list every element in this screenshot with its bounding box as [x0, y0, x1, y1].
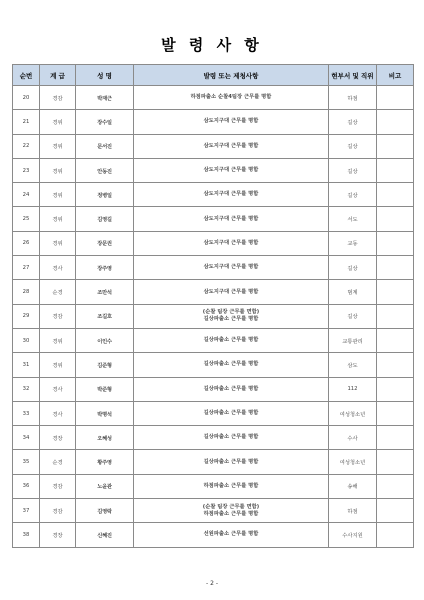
cell-name: 노윤관 — [76, 474, 134, 498]
cell-name: 문서진 — [76, 134, 134, 158]
cell-name: 안동진 — [76, 158, 134, 182]
cell-detail — [134, 86, 329, 110]
table-row — [13, 450, 414, 474]
cell-no: 35 — [13, 450, 40, 474]
cell-note — [377, 328, 414, 352]
cell-no: 28 — [13, 280, 40, 304]
detail-line: 하점파출소 순찰4팀장 근무를 명함 — [190, 94, 272, 101]
cell-detail — [134, 426, 329, 450]
detail-line: 길상파출소 근무를 명함 — [203, 337, 259, 344]
cell-no: 36 — [13, 474, 40, 498]
cell-rank: 경위 — [40, 134, 76, 158]
cell-name: 이인수 — [76, 328, 134, 352]
cell-no: 33 — [13, 401, 40, 425]
cell-name: 장수일 — [76, 110, 134, 134]
cell-note — [377, 183, 414, 207]
cell-dept: 여성청소년 — [329, 401, 377, 425]
cell-note — [377, 474, 414, 498]
cell-rank: 경위 — [40, 328, 76, 352]
cell-dept: 송해 — [329, 474, 377, 498]
table-row — [13, 523, 414, 547]
cell-rank: 경사 — [40, 377, 76, 401]
table-row — [13, 110, 414, 134]
cell-detail — [134, 134, 329, 158]
cell-name: 박재근 — [76, 86, 134, 110]
cell-note — [377, 280, 414, 304]
table-row — [13, 377, 414, 401]
cell-dept: 112 — [329, 377, 377, 401]
cell-name: 신혜진 — [76, 523, 134, 547]
cell-rank: 경장 — [40, 426, 76, 450]
cell-name: 조만석 — [76, 280, 134, 304]
cell-note — [377, 231, 414, 255]
cell-note — [377, 134, 414, 158]
cell-dept: 길상 — [329, 110, 377, 134]
detail-line: (순찰 팀장 근무를 면함) — [202, 503, 260, 510]
cell-detail — [134, 328, 329, 352]
table-row — [13, 328, 414, 352]
header-detail: 발령 또는 제청사항 — [134, 65, 329, 86]
cell-note — [377, 304, 414, 328]
page-number: - 2 - — [206, 580, 218, 587]
detail-line: 선원파출소 근무를 명함 — [203, 531, 259, 538]
cell-rank: 경감 — [40, 86, 76, 110]
cell-detail — [134, 304, 329, 328]
cell-note — [377, 256, 414, 280]
cell-no: 23 — [13, 158, 40, 182]
cell-note — [377, 207, 414, 231]
table-row — [13, 401, 414, 425]
cell-no: 31 — [13, 353, 40, 377]
cell-rank: 경감 — [40, 499, 76, 523]
cell-no: 37 — [13, 499, 40, 523]
header-name: 성 명 — [76, 65, 134, 86]
detail-line: 삼도지구대 근무를 명함 — [203, 142, 259, 149]
header-note: 비고 — [377, 65, 414, 86]
cell-rank: 경위 — [40, 353, 76, 377]
detail-line: 길상파출소 근무를 명함 — [203, 434, 259, 441]
cell-dept: 길상 — [329, 183, 377, 207]
cell-rank: 경위 — [40, 231, 76, 255]
cell-detail — [134, 231, 329, 255]
cell-detail — [134, 256, 329, 280]
detail-line: 길상파출소 근무를 명함 — [203, 316, 259, 323]
cell-dept: 길상 — [329, 256, 377, 280]
cell-dept: 하점 — [329, 499, 377, 523]
detail-line: 삼도지구대 근무를 명함 — [203, 167, 259, 174]
cell-dept: 하점 — [329, 86, 377, 110]
cell-detail — [134, 183, 329, 207]
header-dept: 현부서 및 직위 — [329, 65, 377, 86]
detail-line: 길상파출소 근무를 명함 — [203, 385, 259, 392]
cell-name: 박준형 — [76, 377, 134, 401]
detail-line: 삼도지구대 근무를 명함 — [203, 239, 259, 246]
table-row — [13, 207, 414, 231]
table-row — [13, 499, 414, 523]
detail-line: 하점파출소 근무를 명함 — [203, 510, 259, 517]
detail-line: 삼도지구대 근무를 명함 — [203, 288, 259, 295]
cell-no: 20 — [13, 86, 40, 110]
cell-name: 오혜성 — [76, 426, 134, 450]
personnel-orders-table — [12, 64, 414, 548]
cell-detail — [134, 474, 329, 498]
cell-note — [377, 353, 414, 377]
cell-detail — [134, 110, 329, 134]
cell-rank: 순경 — [40, 280, 76, 304]
detail-line: 삼도지구대 근무를 명함 — [203, 118, 259, 125]
cell-dept: 길상 — [329, 134, 377, 158]
detail-line: 길상파출소 근무를 명함 — [203, 458, 259, 465]
cell-detail — [134, 523, 329, 547]
cell-name: 장문권 — [76, 231, 134, 255]
header-rank: 계 급 — [40, 65, 76, 86]
cell-dept: 길상 — [329, 158, 377, 182]
table-row — [13, 256, 414, 280]
cell-rank: 경위 — [40, 110, 76, 134]
cell-dept: 여성청소년 — [329, 450, 377, 474]
cell-name: 김준형 — [76, 353, 134, 377]
table-row — [13, 280, 414, 304]
cell-name: 김영길 — [76, 207, 134, 231]
cell-note — [377, 523, 414, 547]
cell-note — [377, 158, 414, 182]
table-row — [13, 231, 414, 255]
cell-name: 장주영 — [76, 256, 134, 280]
cell-note — [377, 401, 414, 425]
detail-line: 삼도지구대 근무를 명함 — [203, 191, 259, 198]
cell-rank: 경감 — [40, 304, 76, 328]
cell-rank: 경위 — [40, 158, 76, 182]
cell-name: 정병일 — [76, 183, 134, 207]
cell-rank: 경장 — [40, 523, 76, 547]
table-row — [13, 474, 414, 498]
cell-no: 22 — [13, 134, 40, 158]
cell-dept: 교통관리 — [329, 328, 377, 352]
cell-no: 27 — [13, 256, 40, 280]
detail-line: 삼도지구대 근무를 명함 — [203, 215, 259, 222]
table-row — [13, 134, 414, 158]
table-row — [13, 86, 414, 110]
cell-detail — [134, 450, 329, 474]
cell-name: 조길호 — [76, 304, 134, 328]
detail-line: 하점파출소 근무를 명함 — [203, 482, 259, 489]
cell-detail — [134, 353, 329, 377]
cell-dept: 교동 — [329, 231, 377, 255]
header-no: 순번 — [13, 65, 40, 86]
cell-name: 박명석 — [76, 401, 134, 425]
table-row — [13, 304, 414, 328]
cell-dept: 길상 — [329, 304, 377, 328]
cell-dept: 삼도 — [329, 353, 377, 377]
cell-no: 32 — [13, 377, 40, 401]
cell-no: 38 — [13, 523, 40, 547]
cell-name: 황주영 — [76, 450, 134, 474]
cell-no: 26 — [13, 231, 40, 255]
cell-rank: 순경 — [40, 450, 76, 474]
detail-line: 길상파출소 근무를 명함 — [203, 410, 259, 416]
cell-no: 30 — [13, 328, 40, 352]
cell-note — [377, 86, 414, 110]
cell-name: 김영락 — [76, 499, 134, 523]
table-row — [13, 426, 414, 450]
cell-detail — [134, 207, 329, 231]
cell-dept: 수사지원 — [329, 523, 377, 547]
cell-rank: 경감 — [40, 474, 76, 498]
table-header-row — [13, 65, 414, 86]
document-title: 발 령 사 항 — [161, 36, 263, 54]
cell-no: 21 — [13, 110, 40, 134]
cell-no: 29 — [13, 304, 40, 328]
cell-dept: 범계 — [329, 280, 377, 304]
table-body — [13, 86, 414, 548]
cell-note — [377, 499, 414, 523]
cell-no: 24 — [13, 183, 40, 207]
cell-note — [377, 450, 414, 474]
table-row — [13, 353, 414, 377]
detail-line: 삼도지구대 근무를 명함 — [203, 264, 259, 271]
cell-detail — [134, 401, 329, 425]
cell-note — [377, 110, 414, 134]
cell-detail — [134, 499, 329, 523]
cell-rank: 경사 — [40, 256, 76, 280]
cell-rank: 경사 — [40, 401, 76, 425]
cell-detail — [134, 377, 329, 401]
cell-no: 34 — [13, 426, 40, 450]
cell-no: 25 — [13, 207, 40, 231]
cell-rank: 경위 — [40, 207, 76, 231]
cell-dept: 수사 — [329, 426, 377, 450]
cell-detail — [134, 280, 329, 304]
detail-line: 길상파출소 근무를 명함 — [203, 361, 259, 368]
table-row — [13, 158, 414, 182]
cell-note — [377, 377, 414, 401]
cell-dept: 서도 — [329, 207, 377, 231]
table-row — [13, 183, 414, 207]
cell-note — [377, 426, 414, 450]
detail-line: (순찰 팀장 근무를 면함) — [202, 309, 260, 316]
cell-detail — [134, 158, 329, 182]
cell-rank: 경위 — [40, 183, 76, 207]
